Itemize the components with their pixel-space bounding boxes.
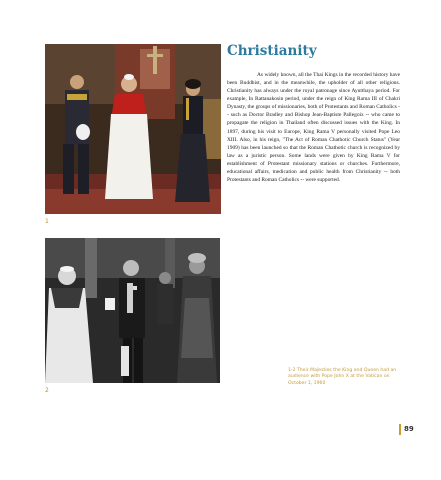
photo-1-number: 1: [45, 218, 49, 225]
body-paragraph: As widely known, all the Thai Kings in the recorded history have been Buddhist, and in the meanwhile, the upholder of all other religions. Christianity has always under the royal patronage since Ayutthaya period. For example, In Rattanakosin period, under the reign of King Rama III of Chakri Dynasty, the groups of missionaries, both of Protestants and Roman Catholics -- such as Doctor Bradley and Bishop Jean-Baptiste Pallegoix -- who came to propagate the religion in Thailand often discussed issues with the King. In 1897, during his visit to Europe, King Rama V personally visited Pope Leo XIII. Also, in his reign, "The Act of Roman Chathotic Church Status" (Year 1909) has been launched so that the Roman Chathotic church is recognized by law as a juristic person. Some lands were given by King Rama V for establishment of Protestant missionary stations or churches. Furthermore, educational affairs, medication and public health from Christianity -- both Protestants and Roman Catholics -- were supported.: [227, 72, 400, 184]
photo-1-image: [45, 44, 221, 214]
photo-caption: 1-2 Their Majesties the King and Queen had an audience with Pope John X at the Vatican on October 1, 1960: [288, 368, 397, 386]
page-title: Christianity: [227, 43, 317, 59]
page-number-bar: [399, 424, 401, 435]
photo-2-number: 2: [45, 387, 49, 394]
page-number: 89: [404, 425, 414, 433]
photo-pope-audience-color: [45, 44, 221, 214]
photo-pope-audience-bw: [45, 238, 220, 383]
photo-2-image: [45, 238, 220, 383]
